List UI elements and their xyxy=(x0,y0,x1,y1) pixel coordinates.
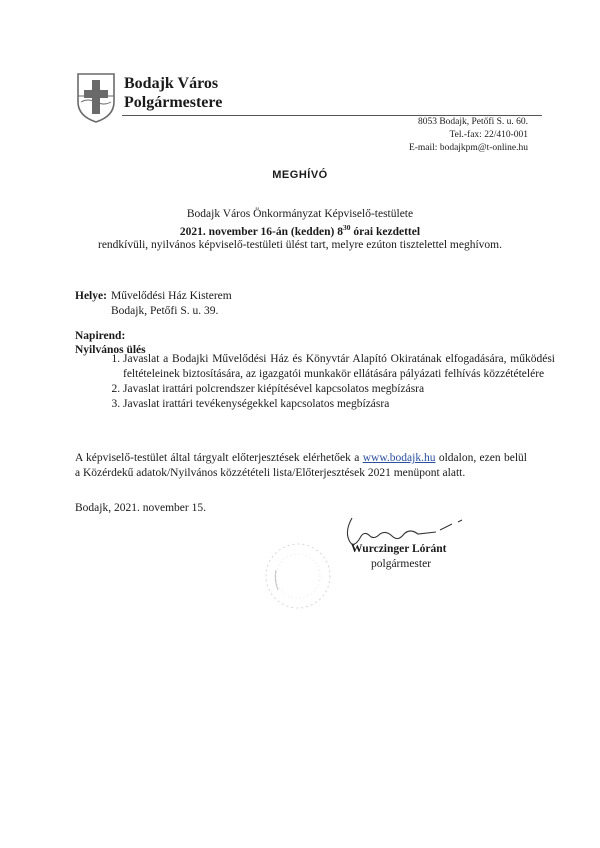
contact-email: E-mail: bodajkpm@t-online.hu xyxy=(408,143,528,153)
signer-role: polgármester xyxy=(371,558,432,570)
agenda-item: 1. Javaslat a Bodajki Művelődési Ház és Könyvtár Alapító Okiratának elfogadására, működési feltételeinek biztosítására, az igazgatói munkakör ellátására pályázati felhívás közzétételére xyxy=(123,352,555,382)
documents-notice xyxy=(75,451,527,481)
contact-phone: Tel.-fax: 22/410-001 xyxy=(449,130,528,140)
document-title: MEGHÍVÓ xyxy=(272,169,328,181)
agenda-item: 3. Javaslat irattári tevékenységekkel kapcsolatos megbízásra xyxy=(123,397,555,412)
location-name: Művelődési Ház Kisterem xyxy=(111,290,232,302)
official-seal-icon xyxy=(262,540,334,612)
notice-after: oldalon, ezen belül a Közérdekű adatok/Nyilvános közzétételi lista/Előterjesztések 2021 menüpont alatt. xyxy=(75,452,527,479)
meeting-date-tail: órai kezdettel xyxy=(350,225,421,238)
org-name-line1: Bodajk Város xyxy=(124,75,219,92)
agenda-item: 2. Javaslat irattári polcrendszer kiépítésével kapcsolatos megbízásra xyxy=(123,382,555,397)
agenda-label: Napirend: xyxy=(75,330,126,342)
meeting-time-minutes: 30 xyxy=(342,223,351,232)
contact-address: 8053 Bodajk, Petőfi S. u. 60. xyxy=(417,117,528,127)
agenda-session: Nyilvános ülés xyxy=(75,344,146,356)
meeting-date-main: 2021. november 16-án (kedden) 8 xyxy=(179,225,343,238)
meeting-date xyxy=(0,223,600,238)
org-name-line2: Polgármestere xyxy=(124,94,223,111)
location-label: Helye: xyxy=(75,290,107,302)
coat-of-arms-icon xyxy=(76,72,116,124)
notice-before: A képviselő-testület által tárgyalt előterjesztések elérhetőek a xyxy=(75,452,363,464)
agenda-list xyxy=(95,352,555,412)
intro-line3: rendkívüli, nyilvános képviselő-testületi ülést tart, melyre ezúton tisztelettel meghívom. xyxy=(98,239,502,251)
intro-line1: Bodajk Város Önkormányzat Képviselő-testülete xyxy=(186,208,414,220)
dateline: Bodajk, 2021. november 15. xyxy=(75,502,206,514)
location-address: Bodajk, Petőfi S. u. 39. xyxy=(111,305,219,317)
website-link[interactable]: www.bodajk.hu xyxy=(362,452,436,464)
signer-name: Wurczinger Lóránt xyxy=(351,543,447,555)
